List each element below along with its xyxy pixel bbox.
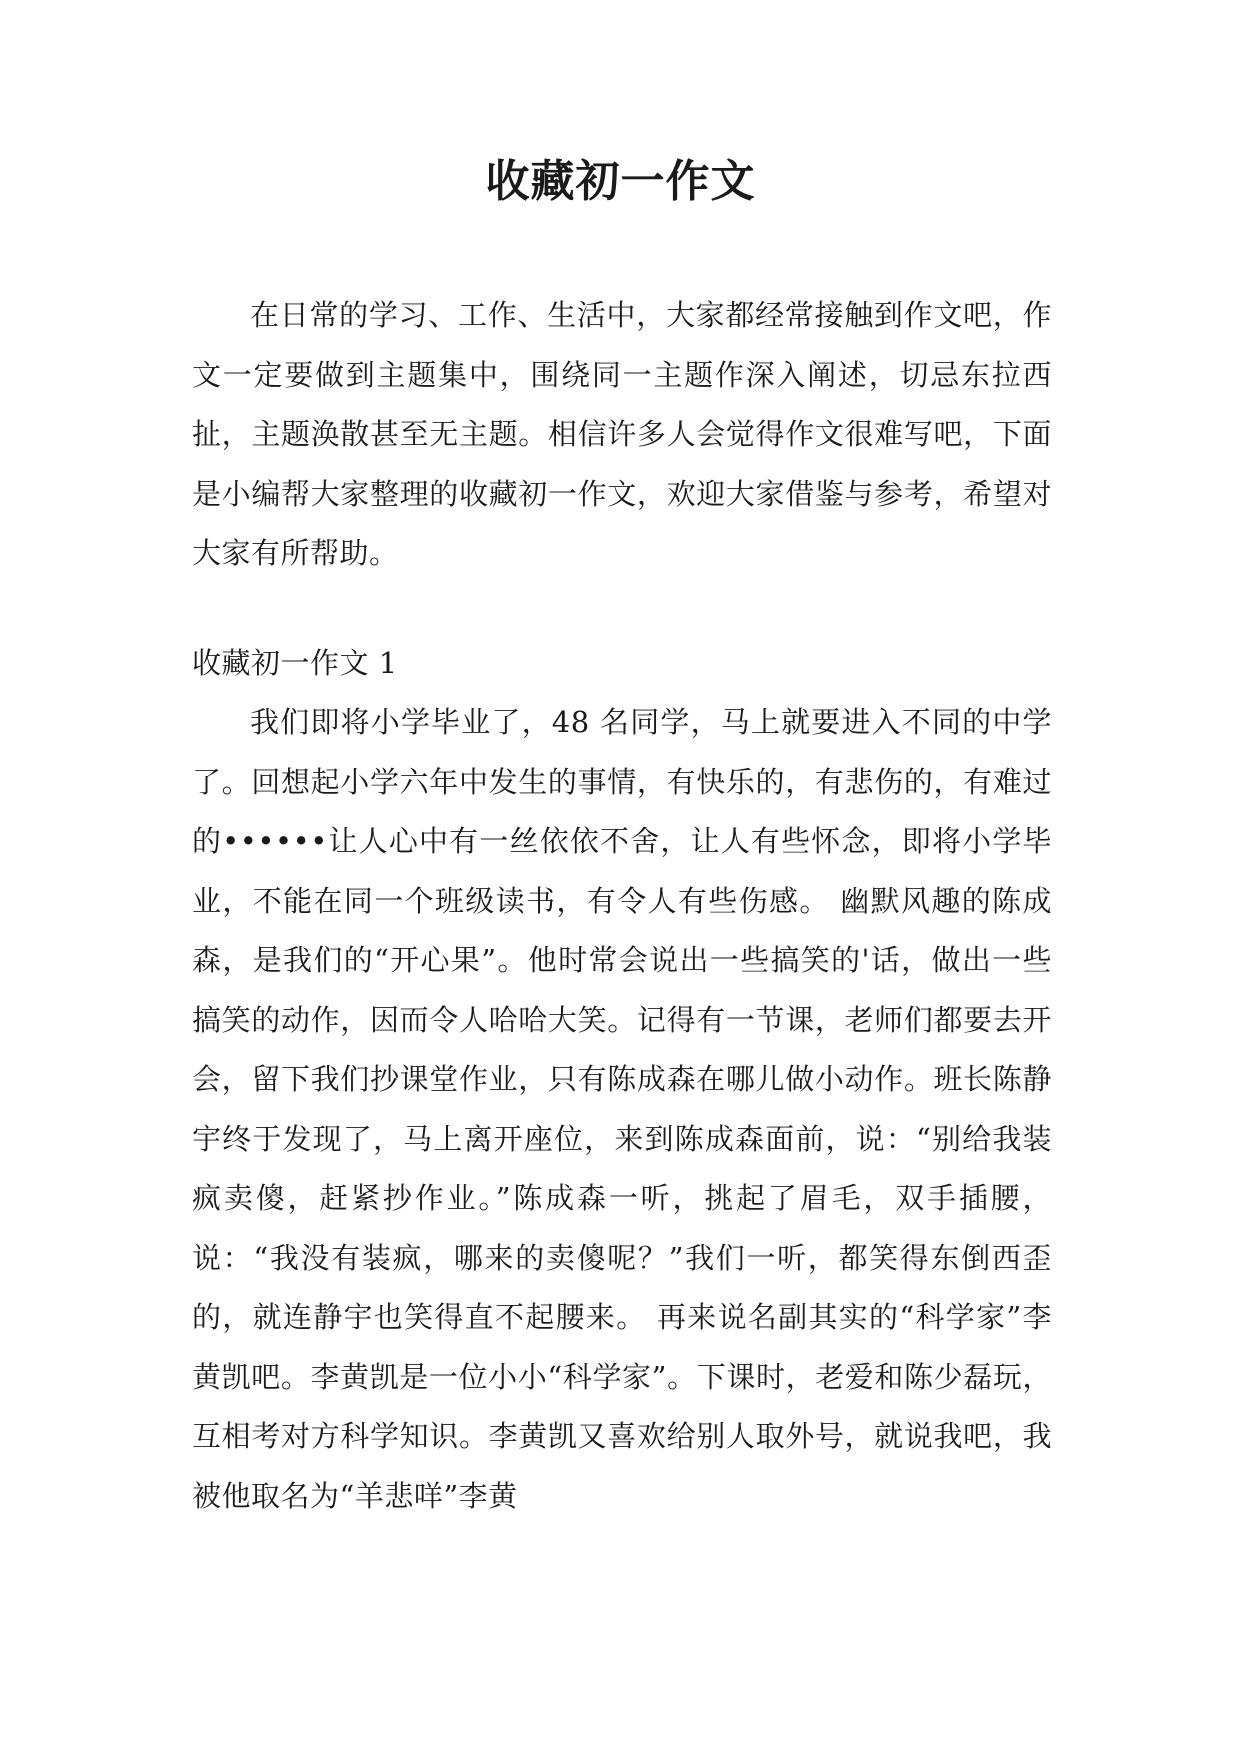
section-heading: 收藏初一作文 1 <box>192 646 398 680</box>
intro-paragraph: 在日常的学习、工作、生活中，大家都经常接触到作文吧，作文一定要做到主题集中，围绕同一主题作深入阐述，切忌东拉西扯，主题涣散甚至无主题。相信许多人会觉得作文很难写吧，下面是小编帮大家整理的收藏初一作文，欢迎大家借鉴与参考，希望对大家有所帮助。 <box>192 298 1052 570</box>
essay-paragraph: 我们即将小学毕业了，48 名同学，马上就要进入不同的中学了。回想起小学六年中发生的事情，有快乐的，有悲伤的，有难过的••••••让人心中有一丝依依不舍，让人有些怀念，即将小学毕业，不能在同一个班级读书，有令人有些伤感。 幽默风趣的陈成森，是我们的“开心果”。他时常会说出一些搞笑的'话，做出一些搞笑的动作，因而令人哈哈大笑。记得有一节课，老师们都要去开会，留下我们抄课堂作业，只有陈成森在哪儿做小动作。班长陈静宇终于发现了，马上离开座位，来到陈成森面前，说：“别给我装疯卖傻，赶紧抄作业。”陈成森一听，挑起了眉毛，双手插腰，说：“我没有装疯，哪来的卖傻呢？”我们一听，都笑得东倒西歪的，就连静宇也笑得直不起腰来。 再来说名副其实的“科学家”李黄凯吧。李黄凯是一位小小“科学家”。下课时，老爱和陈少磊玩，互相考对方科学知识。李黄凯又喜欢给别人取外号，就说我吧，我被他取名为“羊悲咩”李黄 <box>192 705 1052 1513</box>
document-title: 收藏初一作文 <box>485 156 756 207</box>
